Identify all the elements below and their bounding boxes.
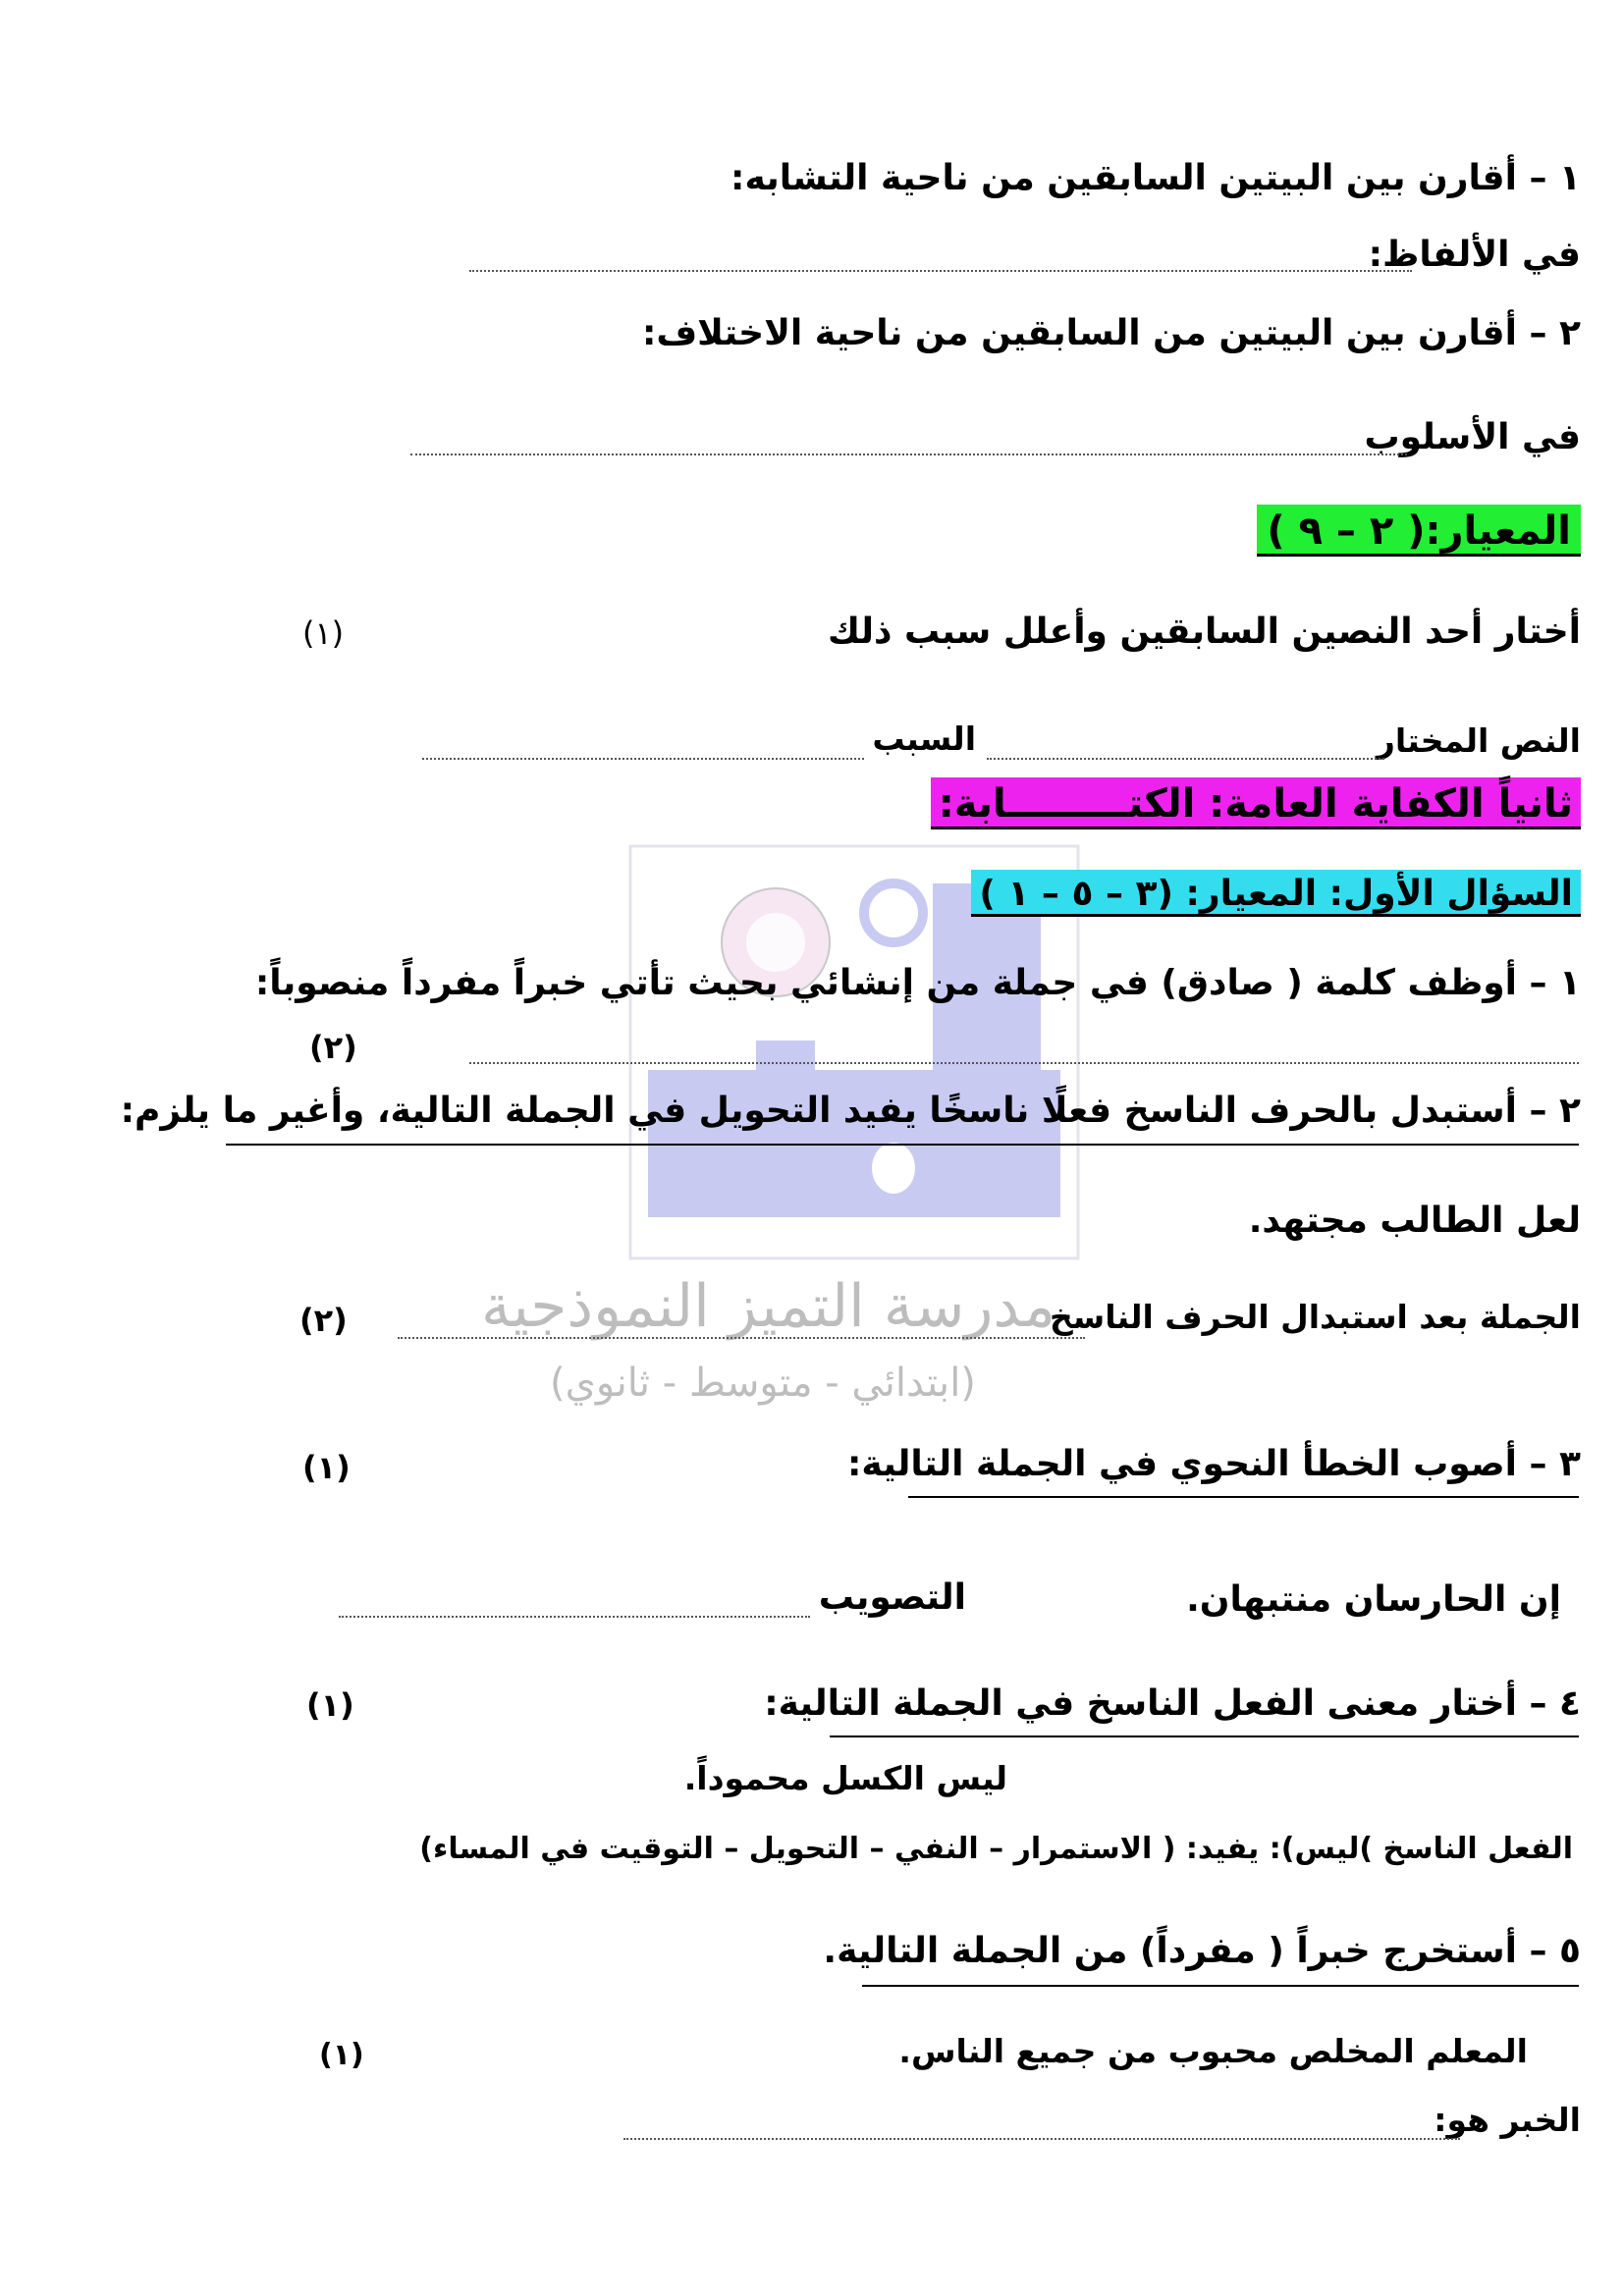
item4-prompt: ٤ – أختار معنى الفعل الناسخ في الجملة التالية:	[764, 1683, 1581, 1724]
item5-prompt-underline	[862, 1985, 1579, 1987]
item5-sentence: المعلم المخلص محبوب من جميع الناس.	[898, 2032, 1528, 2070]
in-words-label: في الألفاظ:	[1368, 235, 1581, 275]
item5-prompt: ٥ – أستخرج خبراً ( مفرداً) من الجملة التالية.	[823, 1931, 1581, 1971]
item3-prompt: ٣ – أصوب الخطأ النحوي في الجملة التالية:	[846, 1444, 1581, 1484]
criterion-code: ( ٢ – ٩ )	[1267, 508, 1426, 554]
criterion-label: المعيار:	[1425, 508, 1571, 554]
section-two-title: ثانياً الكفاية العامة: الكتـــــــــابة:	[931, 777, 1581, 829]
item3-sentence: إن الحارسان منتبهان.	[1186, 1579, 1561, 1620]
item5-mark: (١)	[319, 2038, 364, 2072]
item5-answer-line[interactable]	[623, 2138, 1460, 2140]
chosen-text-answer-line[interactable]	[987, 758, 1384, 760]
choose-text-prompt: أختار أحد النصين السابقين وأعلل سبب ذلك	[827, 612, 1581, 652]
question-one-heading	[971, 870, 1581, 917]
item2-prompt: ٢ – أستبدل بالحرف الناسخ فعلًا ناسخًا يفيد التحويل في الجملة التالية، وأغير ما يلزم:	[120, 1091, 1581, 1131]
item2-answer-label: الجملة بعد استبدال الحرف الناسخ	[1050, 1298, 1581, 1336]
item1-prompt: ١ – أوظف كلمة ( صادق) في جملة من إنشائي بحيث تأتي خبراً مفرداً منصوباً:	[254, 963, 1581, 1003]
choose-text-mark: (١)	[302, 614, 345, 652]
watermark-school-name: مدرسة التميز النموذجية	[481, 1272, 1056, 1341]
question-one-code: (٣ – ٥ – ١ )	[979, 874, 1173, 914]
item2-sentence: لعل الطالب مجتهد.	[1248, 1201, 1581, 1241]
q1-compare-similarity: ١ – أقارن بين البيتين السابقين من ناحية التشابه:	[731, 158, 1581, 198]
question-one-label: السؤال الأول: المعيار:	[1185, 874, 1573, 914]
item4-options-line: الفعل الناسخ )ليس): يفيد: ( الاستمرار – النفي – التحويل – التوقيت في المساء)	[419, 1832, 1573, 1866]
item3-correction-line[interactable]	[339, 1616, 810, 1618]
reason-answer-line[interactable]	[422, 758, 864, 760]
item3-prompt-underline	[908, 1496, 1579, 1498]
item5-answer-label: الخبر هو:	[1434, 2101, 1581, 2139]
in-style-answer-line[interactable]	[410, 454, 1407, 455]
q2-compare-difference: ٢ – أقارن بين البيتين من السابقين من ناحية الاختلاف:	[641, 313, 1581, 353]
item3-mark: (١)	[302, 1449, 351, 1486]
chosen-text-label: النص المختار	[1376, 721, 1581, 760]
item2-mark: (٢)	[299, 1302, 348, 1339]
in-style-label: في الأسلوب	[1364, 417, 1581, 457]
in-words-answer-line[interactable]	[469, 270, 1412, 272]
item1-mark: (٢)	[309, 1029, 357, 1066]
item4-sentence: ليس الكسل محموداً.	[683, 1759, 1007, 1797]
item2-prompt-underline	[226, 1144, 1579, 1146]
criterion-heading	[1257, 505, 1581, 557]
item1-answer-line[interactable]	[469, 1062, 1579, 1064]
item4-mark: (١)	[306, 1686, 354, 1724]
item2-answer-line[interactable]	[398, 1337, 1085, 1339]
item4-prompt-underline	[830, 1735, 1579, 1737]
reason-label: السبب	[872, 720, 976, 758]
item3-correction-label: التصويب	[818, 1577, 966, 1618]
watermark-school-levels: (ابتدائي - متوسط - ثانوي)	[550, 1361, 976, 1406]
